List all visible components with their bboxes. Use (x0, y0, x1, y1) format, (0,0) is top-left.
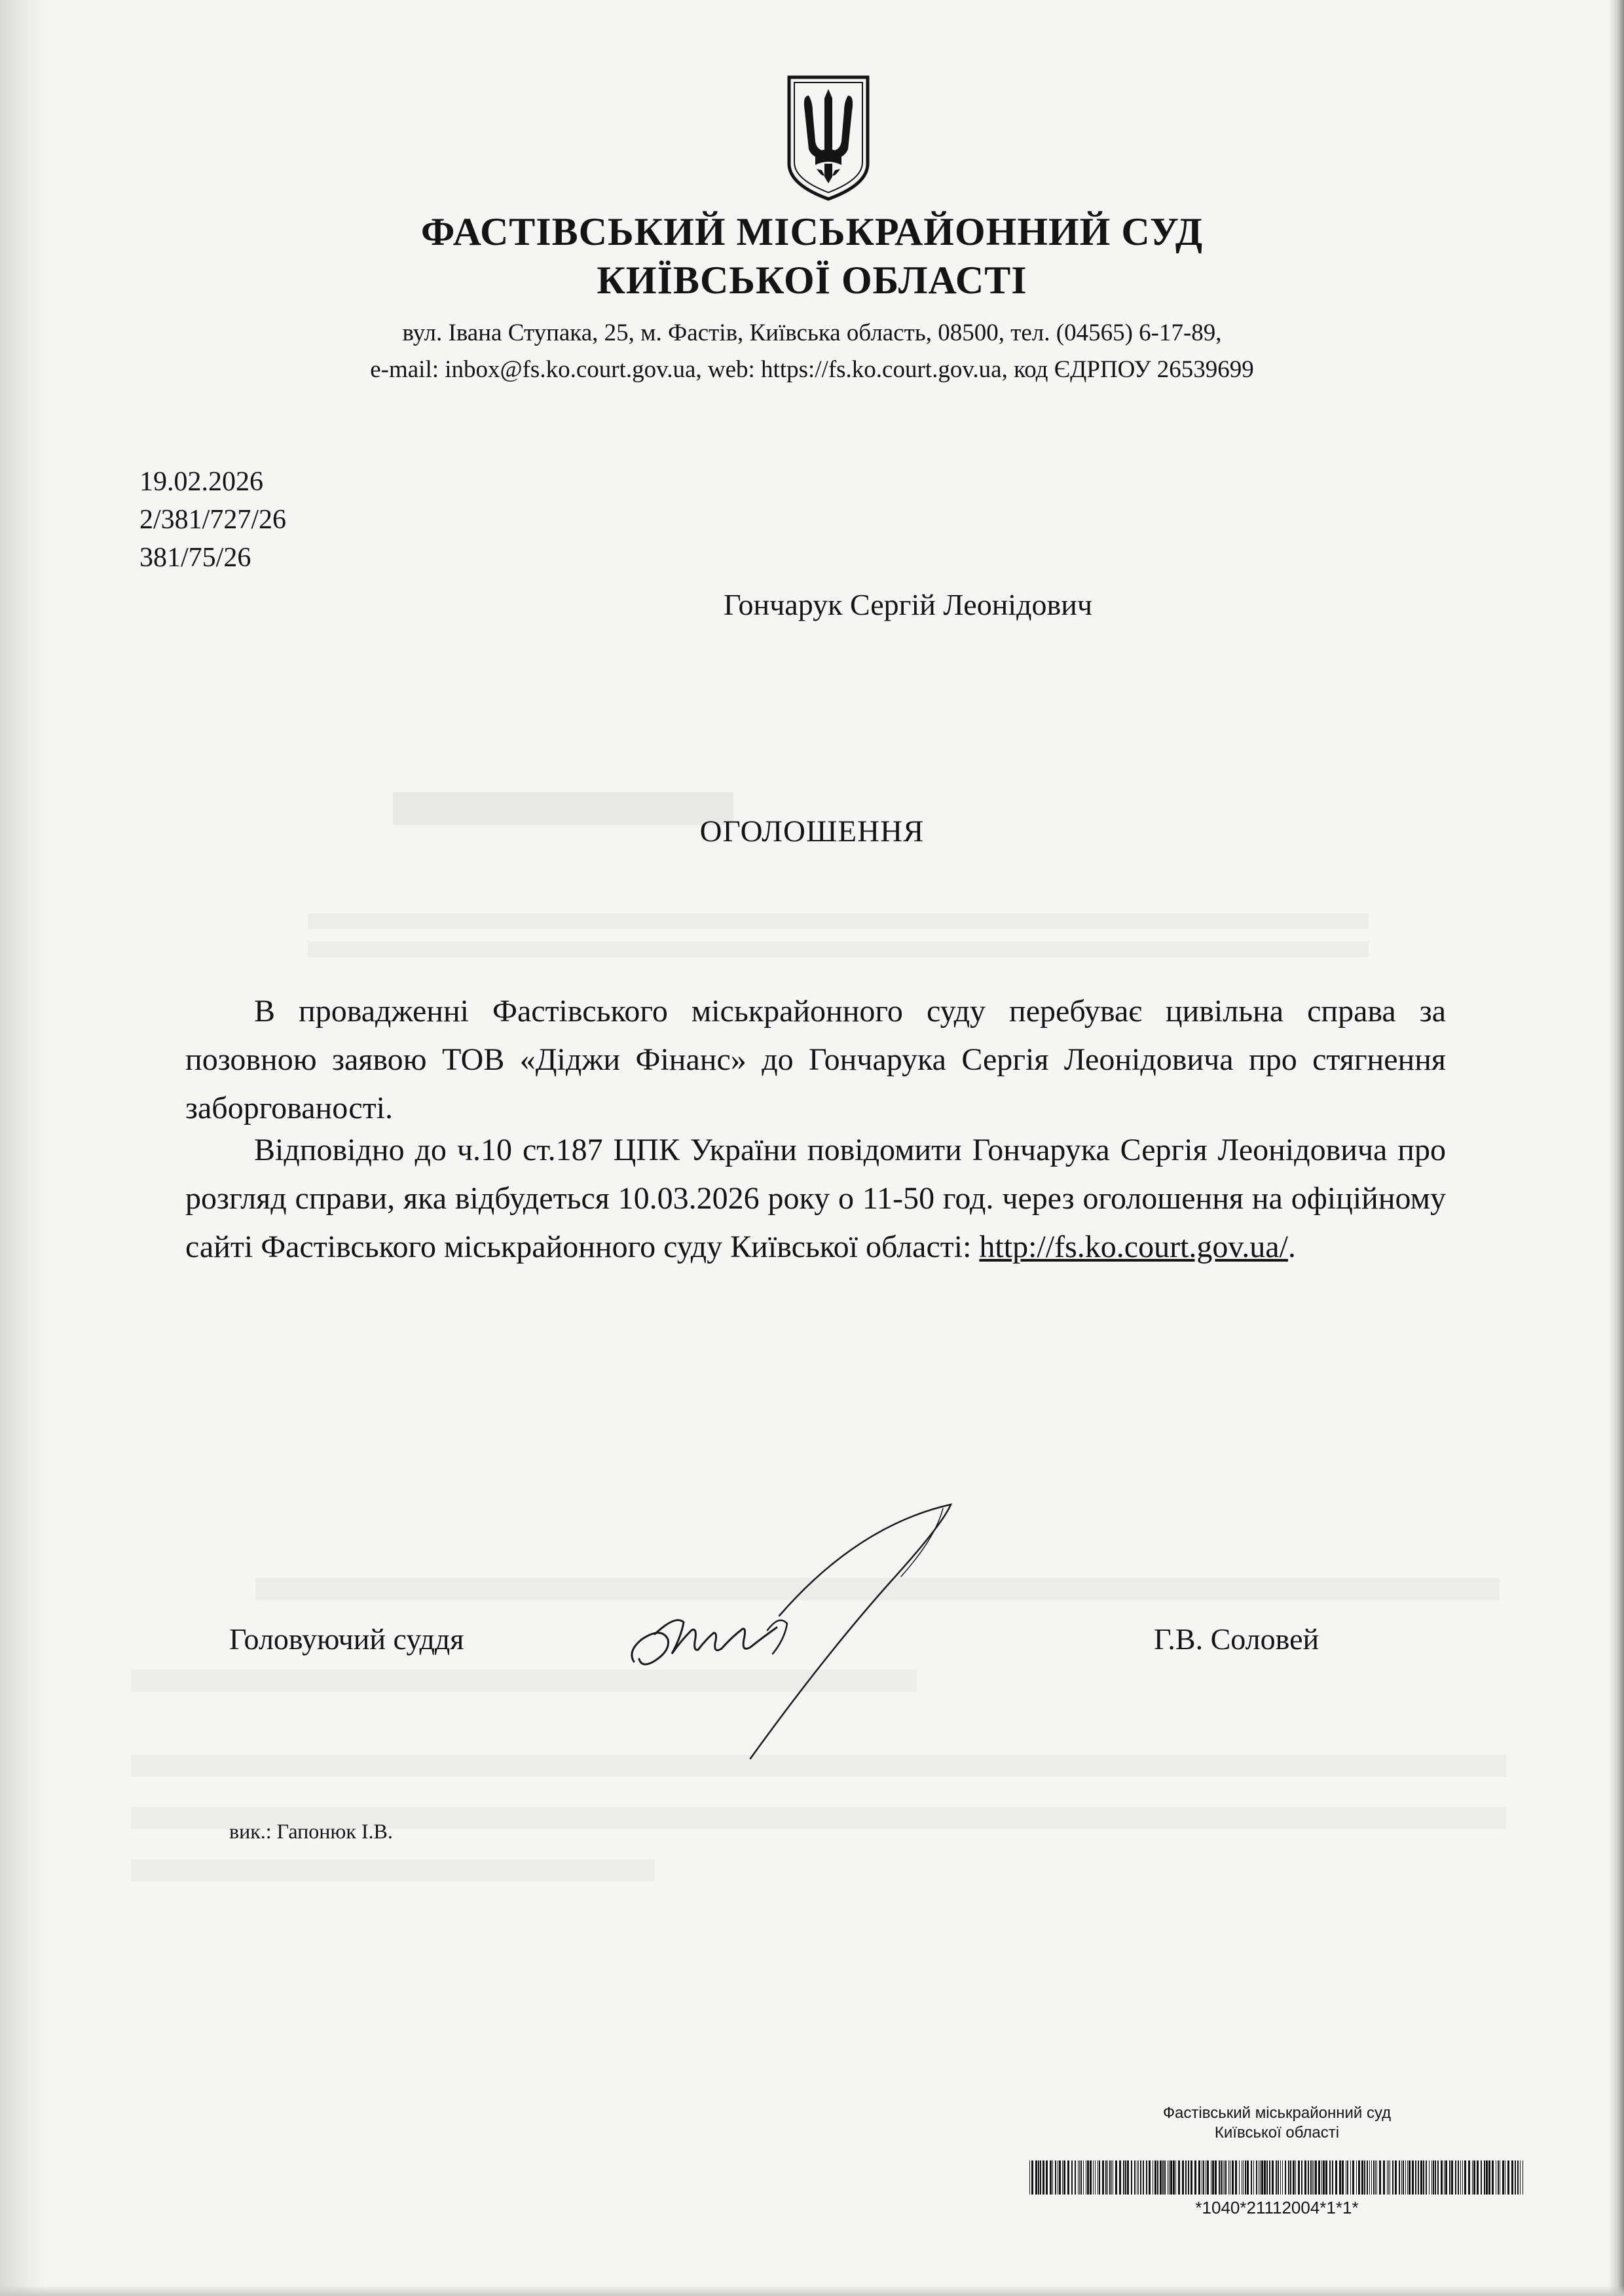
body-paragraph-2-text: Відповідно до ч.10 ст.187 ЦПК України повідомити Гончарука Сергія Леонідовича про розгляд справи, яка відбудеться 10.03.2026 року о 11-50 год. через оголошення на офіційному сайті Фастівського міськрайонного суду Київської області: (185, 1133, 1446, 1264)
court-contacts-line2: e-mail: inbox@fs.ko.court.gov.ua, web: https://fs.ko.court.gov.ua, код ЄДРПОУ 26539699 (370, 356, 1254, 383)
addressee: Гончарук Сергій Леонідович (724, 588, 1092, 621)
body-paragraph-2-end: . (1287, 1230, 1296, 1264)
bleed-through-mark (131, 1859, 655, 1882)
barcode-text: *1040*21112004*1*1* (1195, 2198, 1359, 2217)
bleed-through-mark (308, 941, 1369, 957)
signer-name: Г.В. Соловей (1154, 1622, 1320, 1656)
stamp-organization-line2: Київської області (1214, 2124, 1340, 2141)
document-date: 19.02.2026 (139, 467, 263, 497)
bleed-through-mark (308, 913, 1369, 929)
document-title: ОГОЛОШЕННЯ (699, 814, 925, 848)
barcode-icon (1028, 2160, 1526, 2195)
court-contacts-line1: вул. Івана Ступака, 25, м. Фастів, Київська область, 08500, тел. (04565) 6-17-89, (402, 319, 1222, 346)
handwritten-signature-icon (616, 1499, 969, 1774)
court-name-line2: КИЇВСЬКОЇ ОБЛАСТІ (597, 259, 1027, 302)
court-name-line1: ФАСТІВСЬКИЙ МІСЬКРАЙОННИЙ СУД (420, 210, 1204, 253)
case-number: 2/381/727/26 (139, 505, 287, 535)
trident-coat-of-arms-icon (783, 72, 874, 203)
body-paragraph-2 (185, 1126, 1446, 1271)
body-paragraph-1: В провадженні Фастівського міськрайонного суду перебуває цивільна справа за позовною заявою ТОВ «Діджи Фінанс» до Гончарука Сергія Леонідовича про стягнення заборгованості. (185, 994, 1446, 1125)
stamp-organization-line1: Фастівський міськрайонний суд (1162, 2104, 1392, 2122)
court-website-link[interactable]: http://fs.ko.court.gov.ua/ (979, 1230, 1288, 1264)
scan-edge-bottom (0, 2286, 1624, 2296)
proceeding-number: 381/75/26 (139, 543, 251, 573)
signer-role: Головуючий суддя (229, 1622, 464, 1656)
executor: вик.: Гапонюк І.В. (229, 1819, 393, 1843)
